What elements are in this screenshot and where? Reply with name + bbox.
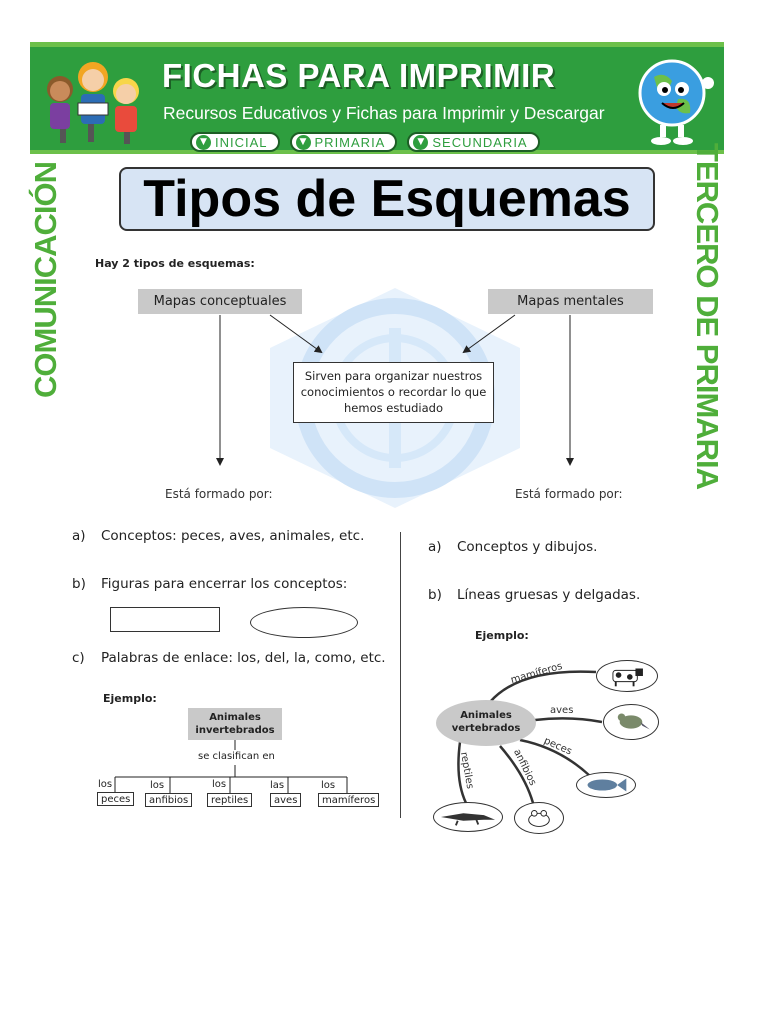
- purpose-box: Sirven para organizar nuestros conocimientos o recordar lo que hemos estudiado: [293, 362, 494, 423]
- arrow-down-icon: ▼: [296, 135, 311, 150]
- item-text: Figuras para encerrar los conceptos:: [101, 576, 348, 592]
- fish-icon: [577, 773, 635, 797]
- left-example-label: Ejemplo:: [103, 692, 157, 705]
- mind-leaf-birds: [603, 704, 659, 740]
- level-label: INICIAL: [215, 134, 268, 150]
- crocodile-icon: [434, 803, 502, 831]
- grade-label: [684, 142, 730, 490]
- bird-icon: [604, 705, 658, 739]
- left-formed-by: Está formado por:: [165, 487, 273, 501]
- mind-branch-label: anfibios: [511, 747, 539, 788]
- left-item-b: [72, 576, 347, 592]
- tree-link-word: los: [98, 779, 113, 790]
- intro-text: Hay 2 tipos de esquemas:: [95, 257, 255, 270]
- tree-link-word: los: [212, 779, 227, 790]
- mind-branch-label: peces: [542, 735, 574, 758]
- oval-shape: [250, 607, 358, 638]
- site-subtitle: Recursos Educativos y Fichas para Imprimir y Descargar: [163, 103, 605, 123]
- level-button-primaria[interactable]: [290, 132, 398, 152]
- mind-leaf-amphibians: [514, 802, 564, 834]
- frog-icon: [515, 803, 563, 833]
- mind-leaf-mammals: [596, 660, 658, 692]
- item-text: Conceptos: peces, aves, animales, etc.: [101, 528, 365, 544]
- item-letter: a): [72, 528, 86, 544]
- mind-leaf-reptiles: [433, 802, 503, 832]
- item-letter: b): [72, 576, 86, 592]
- mind-map-box: Mapas mentales: [488, 289, 653, 314]
- tree-leaf-node: reptiles: [207, 793, 252, 807]
- right-formed-by: Está formado por:: [515, 487, 623, 501]
- tree-leaf-node: mamíferos: [318, 793, 379, 807]
- mind-branch-label: mamíferos: [509, 660, 564, 687]
- mind-map-center-node: Animales vertebrados: [436, 700, 536, 746]
- grade-text: TERCERO DE PRIMARIA: [690, 142, 725, 490]
- item-letter: a): [428, 539, 442, 555]
- level-label: PRIMARIA: [314, 134, 386, 150]
- arrow-down-icon: ▼: [413, 135, 428, 150]
- tree-link-word: las: [270, 780, 285, 791]
- page-title: Tipos de Esquemas: [143, 170, 631, 228]
- tree-link-words: se clasifican en: [198, 751, 275, 762]
- level-button-inicial[interactable]: [190, 132, 280, 152]
- level-button-secundaria[interactable]: [407, 132, 539, 152]
- page-title-box: [119, 167, 655, 231]
- concept-map-box: Mapas conceptuales: [138, 289, 302, 314]
- left-item-a: [72, 528, 364, 544]
- level-nav: [190, 132, 540, 152]
- tree-link-word: los: [150, 780, 165, 791]
- left-item-c: [72, 650, 386, 666]
- level-label: SECUNDARIA: [432, 134, 528, 150]
- subject-label: [23, 160, 69, 400]
- right-item-b: [428, 587, 640, 603]
- globe-mascot-icon: [632, 53, 716, 149]
- item-text: Líneas gruesas y delgadas.: [457, 587, 641, 603]
- header-banner: [30, 42, 724, 154]
- children-reading-icon: [38, 51, 150, 149]
- right-example-label: Ejemplo:: [475, 629, 529, 642]
- tree-leaf-node: anfibios: [145, 793, 192, 807]
- mind-branch-label: aves: [550, 705, 574, 716]
- subject-text: COMUNICACIÓN: [28, 162, 63, 398]
- item-letter: c): [72, 650, 85, 666]
- column-divider: [400, 532, 401, 818]
- tree-link-word: los: [321, 780, 336, 791]
- item-text: Conceptos y dibujos.: [457, 539, 598, 555]
- tree-root-node: Animales invertebrados: [188, 708, 282, 740]
- site-title: FICHAS PARA IMPRIMIR: [162, 57, 556, 94]
- mind-leaf-fish: [576, 772, 636, 798]
- item-letter: b): [428, 587, 442, 603]
- right-item-a: [428, 539, 597, 555]
- rectangle-shape: [110, 607, 220, 632]
- item-text: Palabras de enlace: los, del, la, como, etc.: [101, 650, 386, 666]
- arrow-down-icon: ▼: [196, 135, 211, 150]
- tree-leaf-node: peces: [97, 792, 134, 806]
- tree-leaf-node: aves: [270, 793, 301, 807]
- cow-icon: [597, 661, 657, 691]
- mind-branch-label: reptiles: [457, 751, 476, 790]
